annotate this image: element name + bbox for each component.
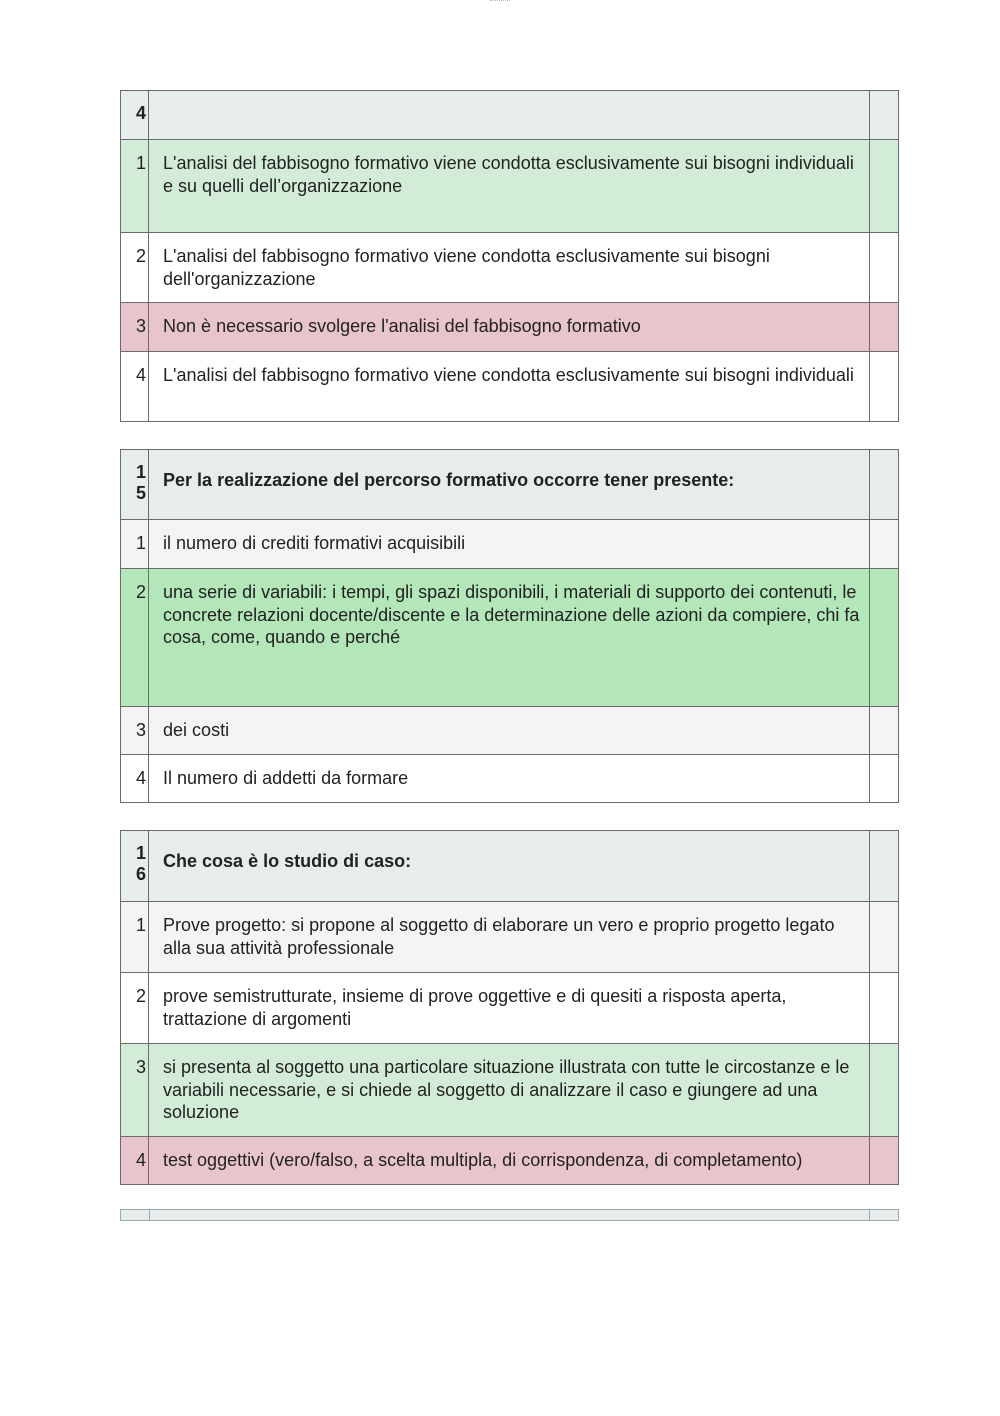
answer-text: L'analisi del fabbisogno formativo viene condotta esclusivamente sui bisogni individuali e su quelli dell’organizzazione (149, 140, 870, 233)
answer-row[interactable] (121, 352, 899, 422)
answer-number: 2 (121, 973, 149, 1044)
question-text (149, 91, 870, 140)
answer-mark-cell (869, 707, 898, 755)
strip-divider (149, 1210, 150, 1220)
answer-text: una serie di variabili: i tempi, gli spazi disponibili, i materiali di supporto dei contenuti, le concrete relazioni docente/discente e la determinazione delle azioni da compiere, chi fa cosa, come, quando e perché (149, 569, 870, 707)
answer-number: 3 (121, 1044, 149, 1137)
answer-row[interactable] (121, 902, 899, 973)
answer-row[interactable] (121, 973, 899, 1044)
answer-number: 3 (121, 707, 149, 755)
answer-text: L'analisi del fabbisogno formativo viene condotta esclusivamente sui bisogni dell'organizzazione (149, 233, 870, 303)
answer-row-correct[interactable] (121, 1044, 899, 1137)
question-14-table (120, 90, 899, 422)
question-number-line1: 1 (136, 462, 147, 482)
next-table-header-strip (120, 1209, 899, 1221)
answer-mark-cell (869, 520, 898, 569)
answer-mark-cell (869, 140, 898, 233)
answer-row-wrong[interactable] (121, 303, 899, 352)
answer-number: 1 (121, 902, 149, 973)
answer-mark-cell (869, 755, 898, 803)
answer-mark-cell (869, 569, 898, 707)
question-16-header-row (121, 831, 899, 902)
answer-text: il numero di crediti formativi acquisibili (149, 520, 870, 569)
answer-text: test oggettivi (vero/falso, a scelta multipla, di corrispondenza, di completamento) (149, 1137, 870, 1185)
answer-mark-cell (869, 233, 898, 303)
answer-number: 4 (121, 755, 149, 803)
question-text: Che cosa è lo studio di caso: (149, 831, 870, 902)
answer-text: Il numero di addetti da formare (149, 755, 870, 803)
answer-text: Prove progetto: si propone al soggetto di elaborare un vero e proprio progetto legato alla sua attività professionale (149, 902, 870, 973)
answer-mark-cell (869, 1137, 898, 1185)
answer-number: 1 (121, 520, 149, 569)
answer-number: 2 (121, 569, 149, 707)
question-16-table (120, 830, 899, 1185)
answer-row-correct[interactable] (121, 140, 899, 233)
answer-text: si presenta al soggetto una particolare situazione illustrata con tutte le circostanze e le variabili necessarie, e si chiede al soggetto di analizzare il caso e giungere ad una soluzione (149, 1044, 870, 1137)
question-number-line1: 1 (136, 843, 147, 863)
answer-row[interactable] (121, 520, 899, 569)
page-top-mark (490, 0, 510, 4)
answer-row[interactable] (121, 233, 899, 303)
answer-mark-cell (869, 303, 898, 352)
answer-number: 4 (121, 352, 149, 422)
question-14-header-row (121, 91, 899, 140)
answer-mark-cell (869, 1044, 898, 1137)
answer-row-wrong[interactable] (121, 1137, 899, 1185)
answer-mark-cell (869, 831, 898, 902)
answer-mark-cell (869, 450, 898, 520)
answer-text: dei costi (149, 707, 870, 755)
question-number (121, 831, 149, 902)
answer-text: L'analisi del fabbisogno formativo viene condotta esclusivamente sui bisogni individuali (149, 352, 870, 422)
question-number: 4 (121, 91, 149, 140)
question-number-line2: 6 (136, 864, 147, 884)
question-number-line2: 5 (136, 483, 147, 503)
question-text: Per la realizzazione del percorso formativo occorre tener presente: (149, 450, 870, 520)
question-15-table (120, 449, 899, 803)
answer-text: prove semistrutturate, insieme di prove oggettive e di quesiti a risposta aperta, trattazione di argomenti (149, 973, 870, 1044)
answer-number: 3 (121, 303, 149, 352)
answer-mark-cell (869, 973, 898, 1044)
answer-text: Non è necessario svolgere l'analisi del fabbisogno formativo (149, 303, 870, 352)
answer-number: 4 (121, 1137, 149, 1185)
answer-mark-cell (869, 91, 898, 140)
answer-row[interactable] (121, 755, 899, 803)
answer-mark-cell (869, 902, 898, 973)
answer-row[interactable] (121, 707, 899, 755)
answer-number: 1 (121, 140, 149, 233)
question-number (121, 450, 149, 520)
question-15-header-row (121, 450, 899, 520)
answer-mark-cell (869, 352, 898, 422)
answer-row-correct[interactable] (121, 569, 899, 707)
answer-number: 2 (121, 233, 149, 303)
strip-divider (869, 1210, 870, 1220)
